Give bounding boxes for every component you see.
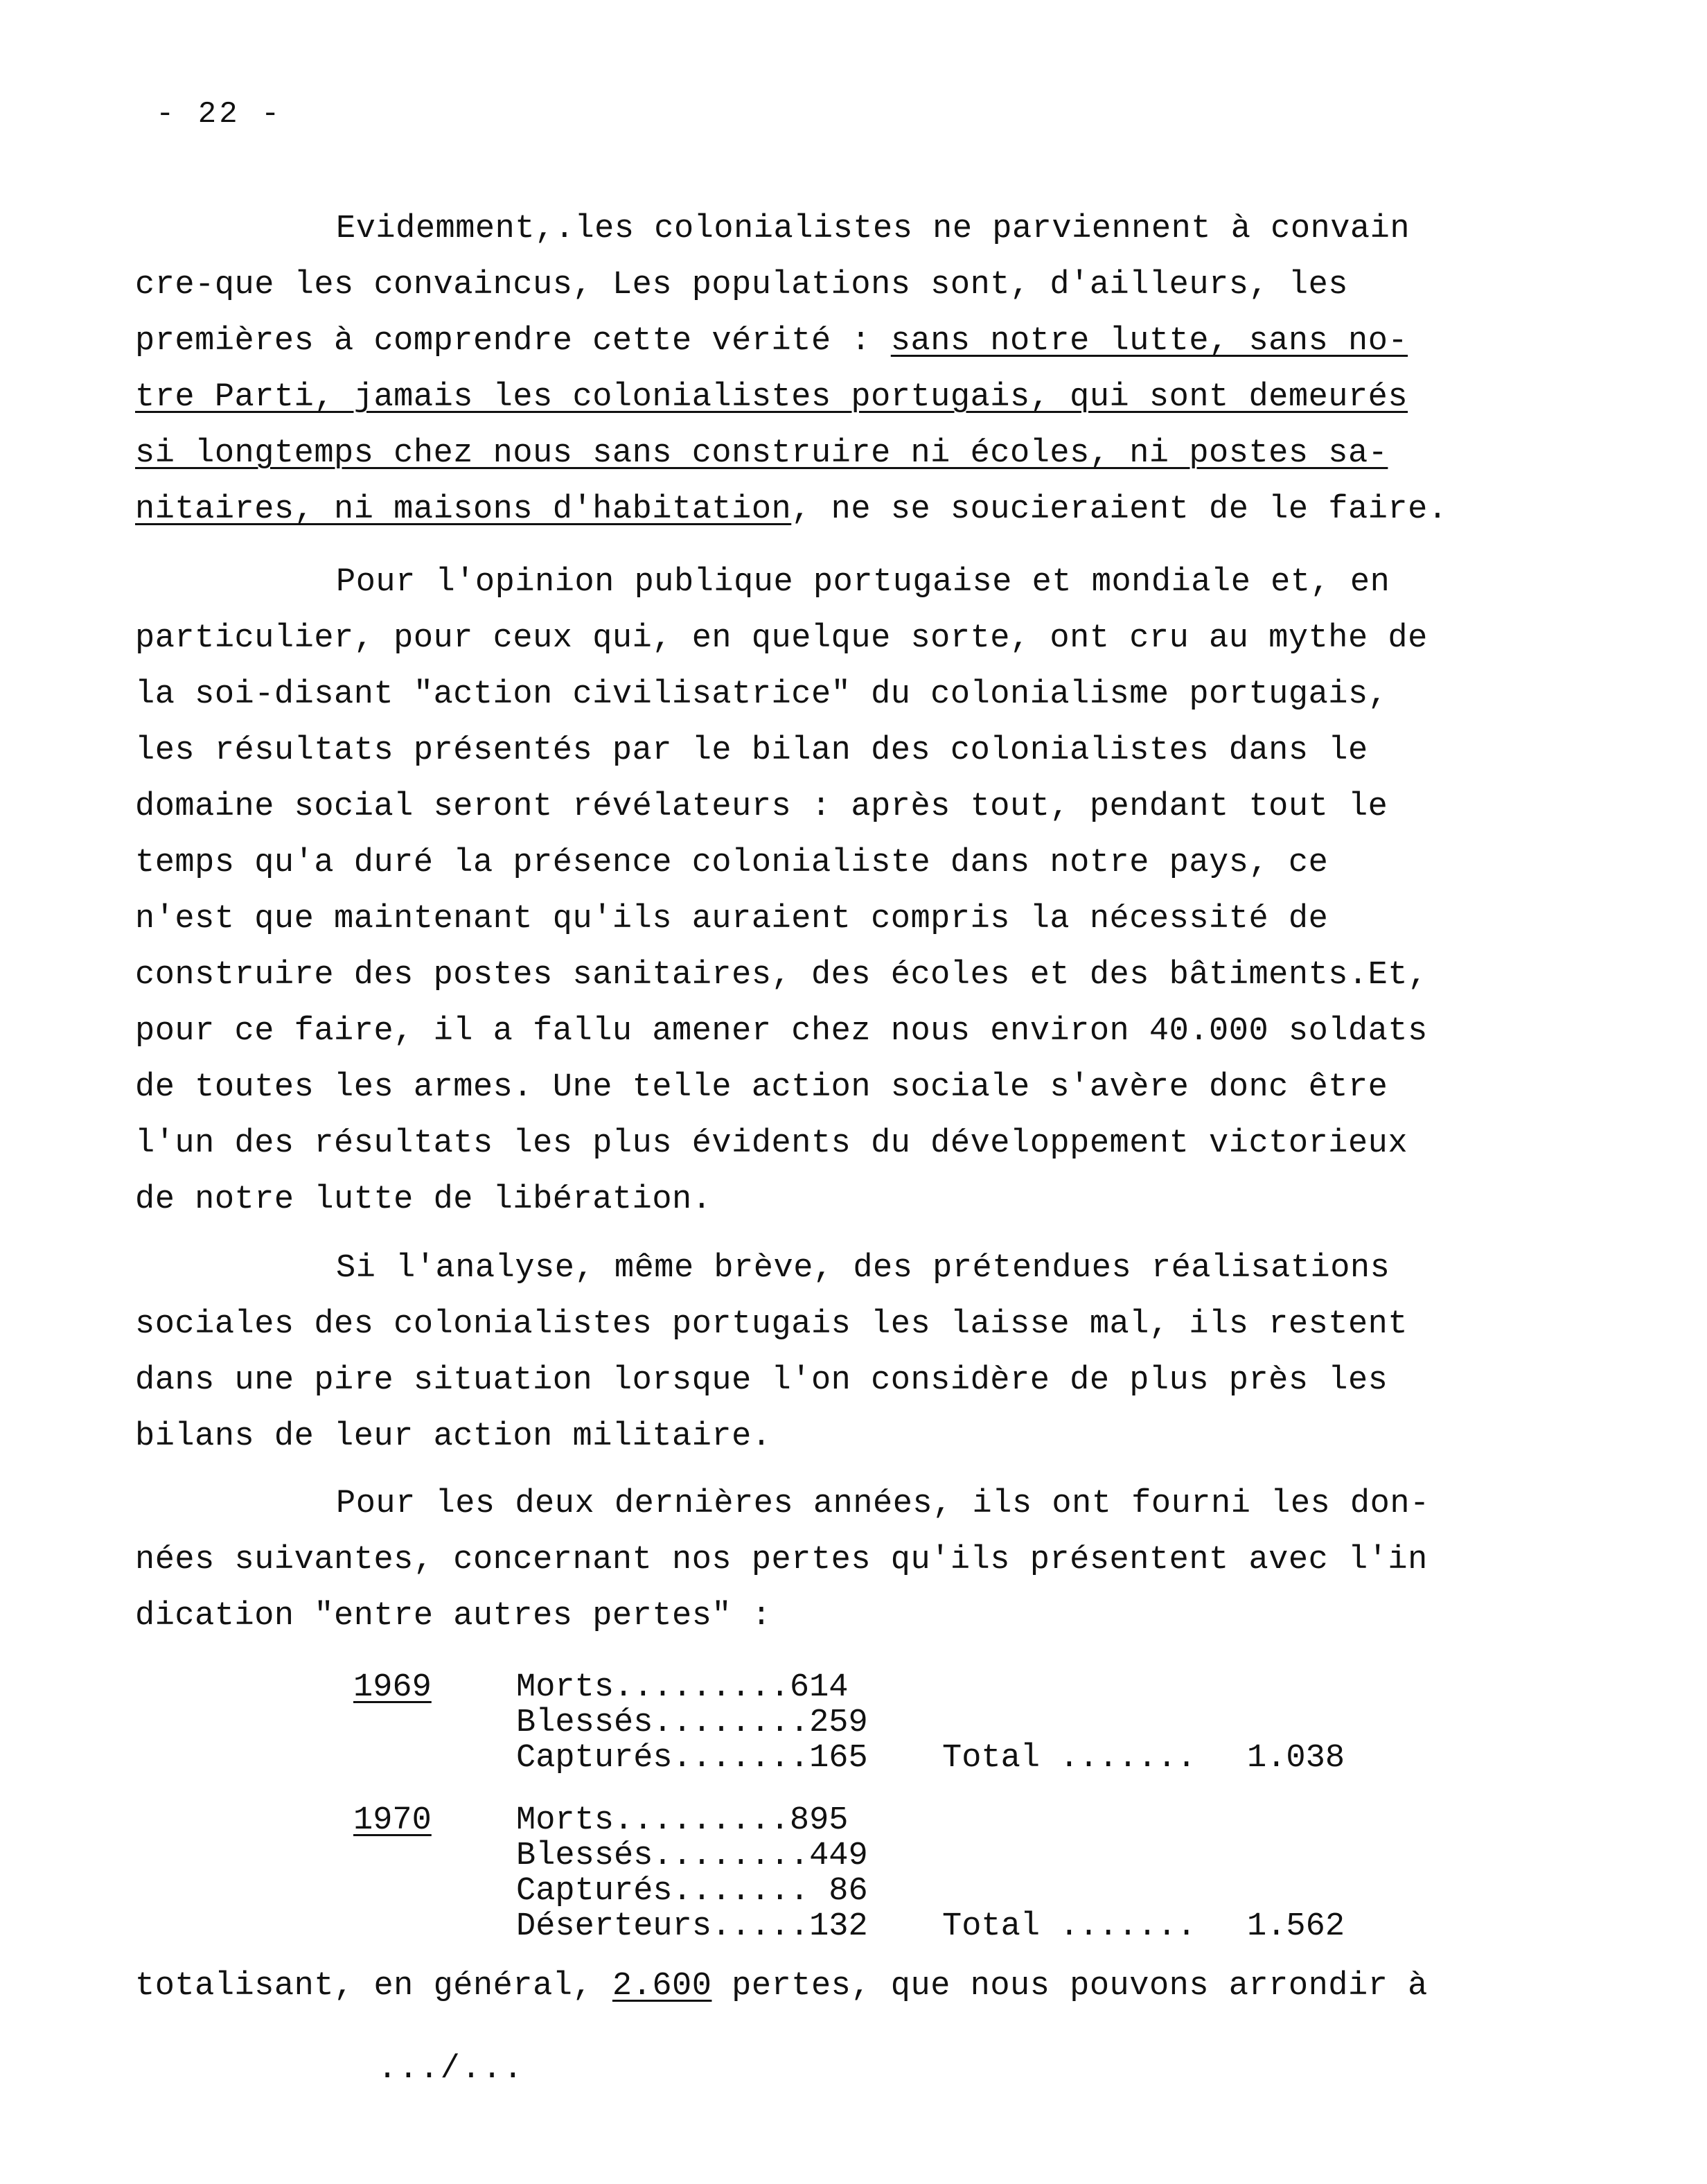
page-number: - 22 - (156, 97, 283, 132)
text-line: nées suivantes, concernant nos pertes qu'ils présentent avec l'in (135, 1542, 1428, 1578)
paragraph-4 (135, 1476, 1486, 1644)
total-value: 1.038 (1247, 1740, 1345, 1777)
total-label: Total ....... (942, 1740, 1196, 1777)
text-line: Evidemment,.les colonialistes ne parviennent à convain (336, 211, 1410, 247)
text-line: Si l'analyse, même brève, des prétendues réalisations (336, 1250, 1390, 1287)
continuation-mark: .../... (378, 2051, 524, 2088)
text-run: premières à comprendre cette vérité : (135, 323, 891, 360)
text-line: dication "entre autres pertes" : (135, 1598, 772, 1635)
text-line: bilans de leur action militaire. (135, 1418, 772, 1455)
loss-item: Déserteurs.....132 (516, 1908, 868, 1945)
text-line: la soi-disant "action civilisatrice" du colonialisme portugais, (135, 676, 1388, 713)
underlined-text: si longtemps chez nous sans construire ni écoles, ni postes sa- (135, 435, 1388, 472)
text-line: dans une pire situation lorsque l'on considère de plus près les (135, 1362, 1388, 1399)
text-line: cre-que les convaincus, Les populations sont, d'ailleurs, les (135, 267, 1348, 303)
text-line: pour ce faire, il a fallu amener chez nous environ 40.000 soldats (135, 1013, 1428, 1050)
text-line: Pour les deux dernières années, ils ont fourni les don- (336, 1486, 1430, 1522)
loss-item: Morts.........895 (516, 1802, 849, 1839)
paragraph-3 (135, 1240, 1486, 1465)
text-line: sociales des colonialistes portugais les laisse mal, ils restent (135, 1306, 1408, 1343)
paragraph-2 (135, 554, 1486, 1228)
underlined-number: 2.600 (612, 1968, 712, 2005)
text-line: l'un des résultats les plus évidents du développement victorieux (135, 1125, 1408, 1162)
text-line: de toutes les armes. Une telle action sociale s'avère donc être (135, 1069, 1388, 1106)
closing-line (135, 1968, 1428, 2005)
loss-item: Capturés.......165 (516, 1740, 868, 1777)
text-line: construire des postes sanitaires, des écoles et des bâtiments.Et, (135, 957, 1428, 994)
loss-item: Morts.........614 (516, 1669, 849, 1706)
text-run: pertes, que nous pouvons arrondir à (711, 1968, 1428, 2005)
total-label: Total ....... (942, 1908, 1196, 1945)
text-run: , ne se soucieraient de le faire. (791, 491, 1448, 528)
text-line: les résultats présentés par le bilan des colonialistes dans le (135, 732, 1368, 769)
text-line: particulier, pour ceux qui, en quelque sorte, ont cru au mythe de (135, 620, 1428, 657)
loss-item: Capturés....... 86 (516, 1873, 868, 1910)
underlined-text: sans notre lutte, sans no- (890, 323, 1408, 360)
text-run: totalisant, en général, (135, 1968, 612, 2005)
text-line: temps qu'a duré la présence colonialiste dans notre pays, ce (135, 845, 1329, 881)
loss-item: Blessés........259 (516, 1705, 868, 1741)
text-line: Pour l'opinion publique portugaise et mondiale et, en (336, 564, 1390, 601)
underlined-text: nitaires, ni maisons d'habitation (135, 491, 792, 528)
paragraph-1 (135, 201, 1486, 538)
text-line: domaine social seront révélateurs : après tout, pendant tout le (135, 789, 1388, 825)
loss-item: Blessés........449 (516, 1838, 868, 1874)
year-label: 1969 (353, 1669, 432, 1706)
underlined-text: tre Parti, jamais les colonialistes portugais, qui sont demeurés (135, 379, 1408, 416)
total-value: 1.562 (1247, 1908, 1345, 1945)
year-label: 1970 (353, 1802, 432, 1839)
text-line (135, 482, 1486, 538)
text-line: de notre lutte de libération. (135, 1181, 712, 1218)
text-line: n'est que maintenant qu'ils auraient compris la nécessité de (135, 901, 1329, 937)
text-line (135, 313, 1486, 369)
